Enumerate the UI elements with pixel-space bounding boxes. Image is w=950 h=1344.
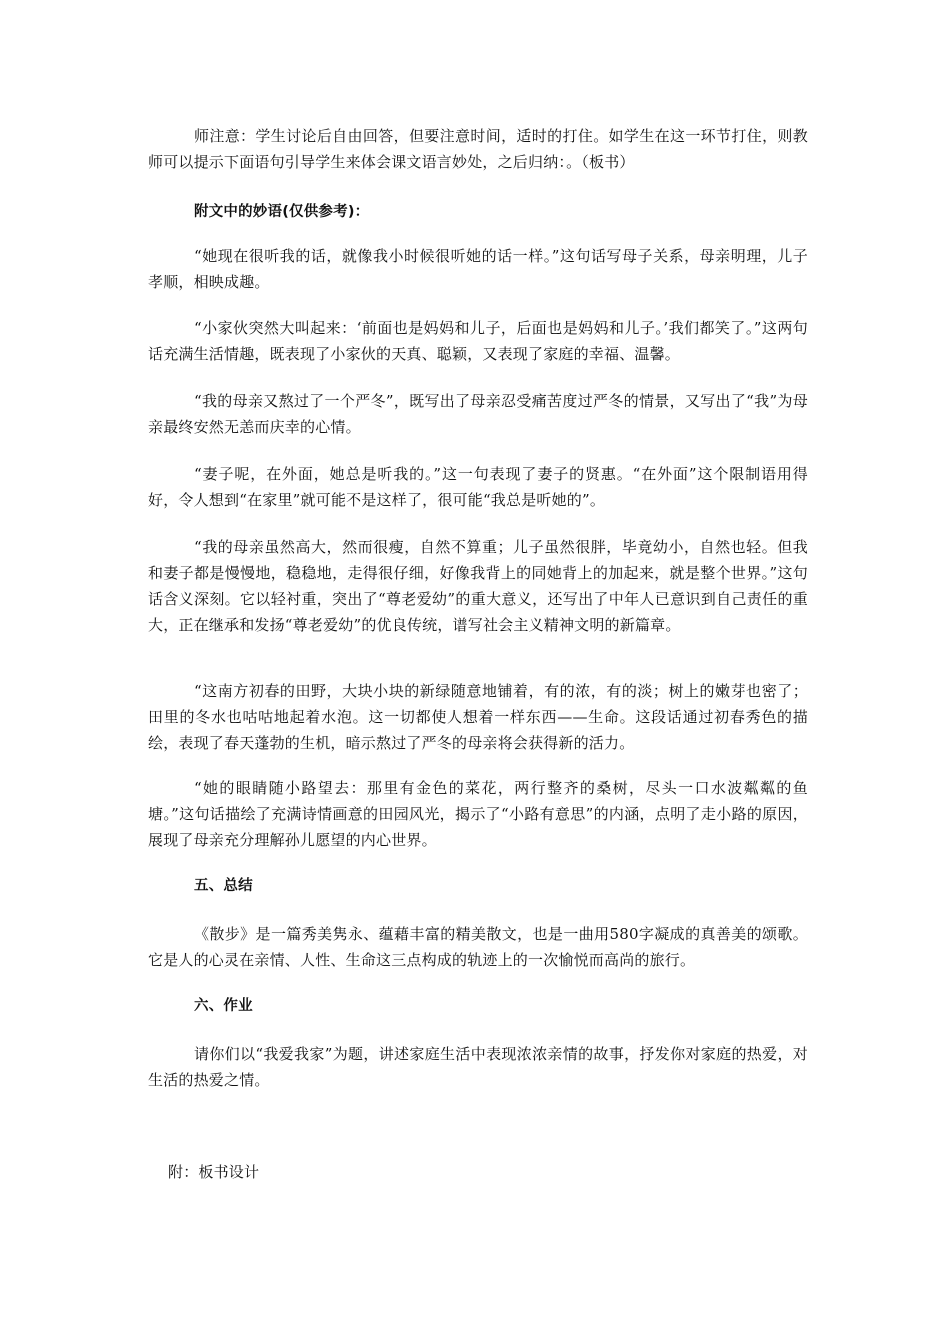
- appendix-label: 附：板书设计: [168, 1163, 260, 1181]
- homework-paragraph: 请你们以“我爱我家”为题，讲述家庭生活中表现浓浓亲情的故事，抒发你对家庭的热爱，对生活的热爱之情。: [148, 1045, 808, 1089]
- summary-heading: 五、总结: [194, 878, 253, 894]
- quote-paragraph-4: “妻子呢，在外面，她总是听我的。”这一句表现了妻子的贤惠。“在外面”这个限制语用得好，令人想到“在家里”就可能不是这样了，很可能“我总是听她的”。: [148, 465, 808, 509]
- quotes-heading: 附文中的妙语(仅供参考)：: [194, 204, 370, 220]
- quote-paragraph-2: “小家伙突然大叫起来：‘前面也是妈妈和儿子，后面也是妈妈和儿子。’我们都笑了。”这两句话充满生活情趣，既表现了小家伙的天真、聪颖，又表现了家庭的幸福、温馨。: [148, 319, 808, 363]
- quote-paragraph-6: “这南方初春的田野，大块小块的新绿随意地铺着，有的浓，有的淡；树上的嫩芽也密了；田里的冬水也咕咕地起着水泡。这一切都使人想着一样东西——生命。这段话通过初春秀色的描绘，表现了春天蓬勃的生机，暗示熬过了严冬的母亲将会获得新的活力。: [148, 682, 808, 752]
- quote-paragraph-7: “她的眼睛随小路望去：那里有金色的菜花，两行整齐的桑树，尽头一口水波粼粼的鱼塘。”这句话描绘了充满诗情画意的田园风光，揭示了“小路有意思”的内涵，点明了走小路的原因，展现了母亲充分理解孙儿愿望的内心世界。: [148, 779, 808, 849]
- quote-paragraph-3: “我的母亲又熬过了一个严冬”，既写出了母亲忍受痛苦度过严冬的情景，又写出了“我”为母亲最终安然无恙而庆幸的心情。: [148, 392, 808, 436]
- quote-paragraph-1: “她现在很听我的话，就像我小时候很听她的话一样。”这句话写母子关系，母亲明理，儿子孝顺，相映成趣。: [148, 247, 808, 291]
- summary-paragraph: 《散步》是一篇秀美隽永、蕴藉丰富的精美散文，也是一曲用580字凝成的真善美的颂歌。它是人的心灵在亲情、人性、生命这三点构成的轨迹上的一次愉悦而高尚的旅行。: [148, 925, 808, 969]
- teacher-note-paragraph: 师注意：学生讨论后自由回答，但要注意时间，适时的打住。如学生在这一环节打住，则教师可以提示下面语句引导学生来体会课文语言妙处，之后归纳：。（板书）: [148, 127, 808, 171]
- homework-heading: 六、作业: [194, 998, 253, 1014]
- quote-paragraph-5: “我的母亲虽然高大，然而很瘦，自然不算重；儿子虽然很胖，毕竟幼小，自然也轻。但我和妻子都是慢慢地，稳稳地，走得很仔细，好像我背上的同她背上的加起来，就是整个世界。”这句话含义深刻。它以轻衬重，突出了“尊老爱幼”的重大意义，还写出了中年人已意识到自己责任的重大，正在继承和发扬“尊老爱幼”的优良传统，谱写社会主义精神文明的新篇章。: [148, 538, 808, 634]
